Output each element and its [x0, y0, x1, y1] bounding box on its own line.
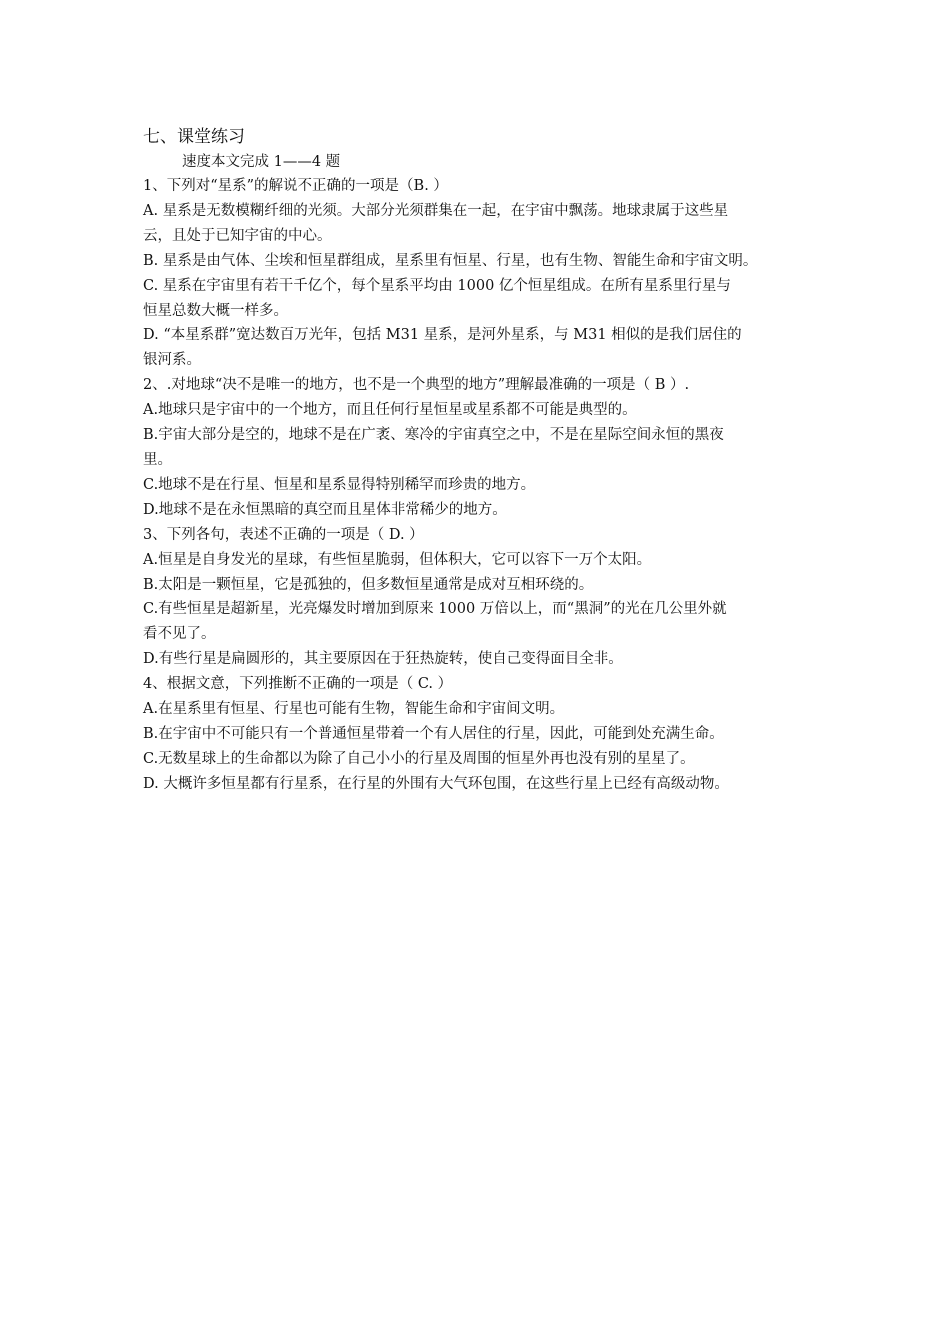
question-4-stem: 4、根据文意，下列推断不正确的一项是（ C. ） [143, 676, 453, 693]
question-2-stem: 2、.对地球“决不是唯一的地方，也不是一个典型的地方”理解最准确的一项是（ B ）. [143, 377, 690, 394]
question-1-stem: 1、下列对“星系”的解说不正确的一项是（B. ） [143, 178, 448, 194]
exercise-instruction: 速度本文完成 1——4 题 [182, 154, 341, 170]
question-3-option-c-line-2: 看不见了。 [143, 626, 216, 643]
document-page [143, 124, 823, 797]
question-2-option-a: A.地球只是宇宙中的一个地方，而且任何行星恒星或星系都不可能是典型的。 [143, 402, 637, 419]
question-3-stem: 3、下列各句，表述不正确的一项是（ D. ） [143, 526, 424, 543]
question-2-option-c: C.地球不是在行星、恒星和星系显得特别稀罕而珍贵的地方。 [143, 476, 536, 493]
question-1-option-b: B. 星系是由气体、尘埃和恒星群组成，星系里有恒星、行星，也有生物、智能生命和宇宙文明。 [143, 252, 758, 269]
question-1-option-c-line-2: 恒星总数大概一样多。 [143, 302, 288, 319]
question-3-option-c-line-1: C.有些恒星是超新星，光亮爆发时增加到原来 1000 万倍以上，而“黑洞”的光在几公里外就 [143, 601, 727, 618]
question-4-option-c: C.无数星球上的生命都以为除了自己小小的行星及周围的恒星外再也没有别的星星了。 [143, 750, 695, 767]
question-4-option-d: D. 大概许多恒星都有行星系，在行星的外围有大气环包围，在这些行星上已经有高级动物。 [143, 775, 729, 792]
question-3-option-b: B.太阳是一颗恒星，它是孤独的，但多数恒星通常是成对互相环绕的。 [143, 576, 594, 593]
question-3-option-a: A.恒星是自身发光的星球，有些恒星脆弱，但体积大，它可以容下一万个太阳。 [143, 551, 652, 568]
question-4-option-b: B.在宇宙中不可能只有一个普通恒星带着一个有人居住的行星，因此，可能到处充满生命。 [143, 725, 724, 742]
question-2-option-b-line-1: B.宇宙大部分是空的，地球不是在广袤、寒冷的宇宙真空之中，不是在星际空间永恒的黑夜 [143, 427, 724, 444]
question-1-option-d-line-1: D. “本星系群”宽达数百万光年，包括 M31 星系，是河外星系，与 M31 相似的是我们居住的 [143, 327, 742, 344]
question-1-option-a-line-2: 云，且处于已知宇宙的中心。 [143, 227, 332, 244]
question-4-option-a: A.在星系里有恒星、行星也可能有生物，智能生命和宇宙间文明。 [143, 701, 565, 718]
question-1-option-a-line-1: A. 星系是无数模糊纤细的光须。大部分光须群集在一起，在宇宙中飘荡。地球隶属于这些星 [143, 202, 729, 219]
question-1-option-d-line-2: 银河系。 [143, 352, 201, 369]
question-2-option-b-line-2: 里。 [143, 451, 172, 468]
section-heading: 七、课堂练习 [143, 127, 245, 147]
question-1-option-c-line-1: C. 星系在宇宙里有若干千亿个，每个星系平均由 1000 亿个恒星组成。在所有星系里行星与 [143, 277, 731, 294]
question-2-option-d: D.地球不是在永恒黑暗的真空而且星体非常稀少的地方。 [143, 501, 507, 518]
question-3-option-d: D.有些行星是扁圆形的，其主要原因在于狂热旋转，使自己变得面目全非。 [143, 651, 623, 668]
